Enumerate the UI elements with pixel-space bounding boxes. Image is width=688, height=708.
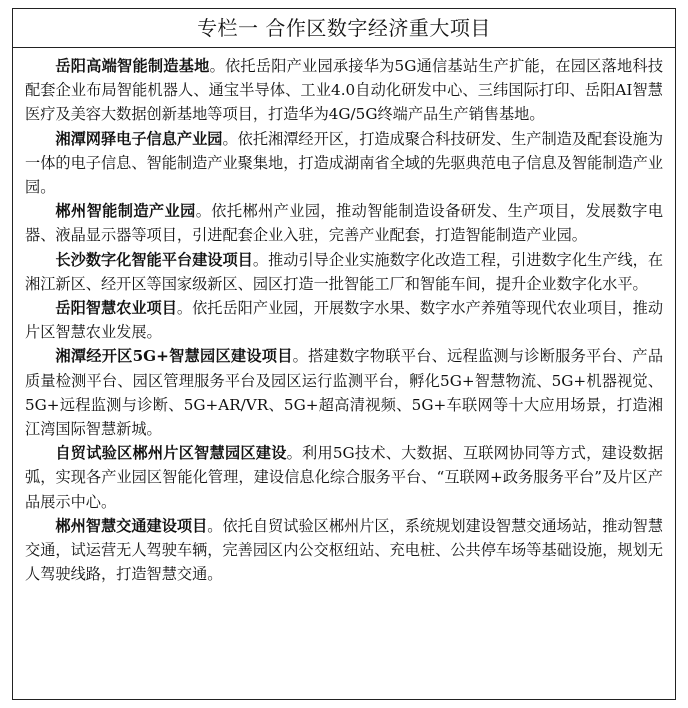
project-item-changsha-platform (25, 248, 663, 296)
panel-title: 专栏一 合作区数字经济重大项目 (13, 9, 675, 48)
project-description: 。搭建数字物联平台、远程监测与诊断服务平台、产品质量检测平台、园区管理服务平台及园区运行监测平台，孵化5G+智慧物流、5G+机器视觉、5G+远程监测与诊断、5G+AR/VR、5G+超高清视频、5G+车联网等十大应用场景，打造湘江湾国际智慧新城。 (25, 347, 664, 439)
project-description: 。推动引导企业实施数字化改造工程，引进数字化生产线，在湘江新区、经开区等国家级新区、园区打造一批智能工厂和智能车间，提升企业数字化水平。 (25, 250, 664, 293)
project-description: 。依托岳阳产业园，开展数字水果、数字水产养殖等现代农业项目，推动片区智慧农业发展。 (25, 299, 664, 342)
panel-body (13, 48, 675, 586)
project-item-chenzhou-manufacturing (25, 199, 663, 247)
project-name: 岳阳高端智能制造基地 (55, 57, 210, 75)
project-name: 自贸试验区郴州片区智慧园区建设 (55, 444, 287, 463)
project-description: 。依托湘潭经开区，打造成聚合科技研发、生产制造及配套设施为一体的电子信息、智能制造产业聚集地，打造成湖南省全域的先驱典范电子信息及智能制造产业园。 (25, 129, 664, 197)
project-description: 。依托岳阳产业园承接华为5G通信基站生产扩能，在园区落地科技配套企业布局智能机器人、通宝半导体、工业4.0自动化研发中心、三纬国际打印、岳阳AI智慧医疗及美容大数据创新基地等项目，打造华为4G/5G终端产品生产销售基地。 (25, 57, 664, 124)
project-description: 。依托郴州产业园，推动智能制造设备研发、生产项目，发展数字电器、液晶显示器等项目，引进配套企业入驻，完善产业配套，打造智能制造产业园。 (25, 202, 664, 245)
project-name: 郴州智慧交通建设项目 (55, 516, 208, 535)
project-item-chenzhou-smart-park (25, 441, 663, 514)
project-item-xiangtan-electronics (25, 127, 663, 200)
project-name: 岳阳智慧农业项目 (55, 299, 177, 318)
project-description: 。利用5G技术、大数据、互联网协同等方式，建设数据弧，实现各产业园区智能化管理，建设信息化综合服务平台、“互联网+政务服务平台”及片区产品展示中心。 (25, 444, 664, 511)
project-name: 湘潭网驿电子信息产业园 (55, 129, 223, 148)
project-description: 。依托自贸试验区郴州片区，系统规划建设智慧交通场站，推动智慧交通，试运营无人驾驶车辆，完善园区内公交枢纽站、充电桩、公共停车场等基础设施，规划无人驾驶线路，打造智慧交通。 (25, 516, 664, 584)
project-item-yueyang-manufacturing (25, 54, 663, 127)
project-item-yueyang-agriculture (25, 296, 663, 344)
project-name: 湘潭经开区5G+智慧园区建设项目 (55, 347, 293, 366)
project-name: 长沙数字化智能平台建设项目 (55, 250, 253, 269)
project-name: 郴州智能制造产业园 (55, 202, 196, 221)
project-panel (12, 8, 676, 700)
project-item-xiangtan-5g-park (25, 344, 663, 441)
project-item-chenzhou-transport (25, 514, 663, 587)
